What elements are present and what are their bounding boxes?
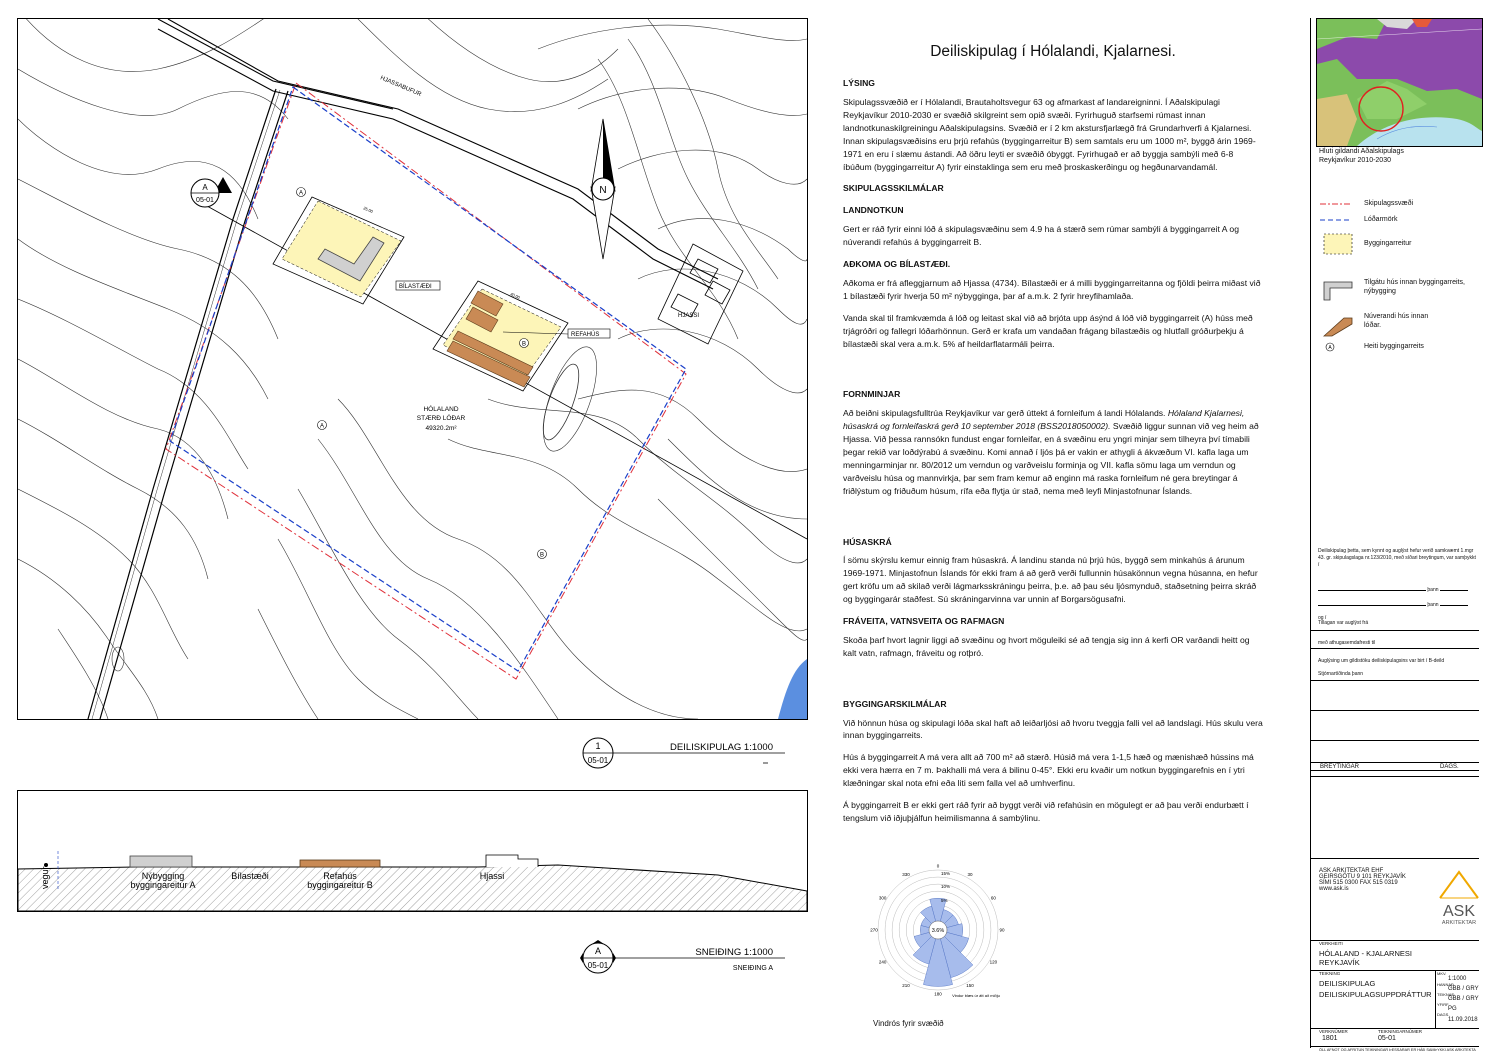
section-frame <box>17 790 808 912</box>
para-bygg-1: Við hönnun húsa og skipulagi lóða skal haft að leiðarljósi að hvoru tveggja falli vel að landslagi. Hús skulu vera innan byggingarreits. <box>843 717 1263 741</box>
access-road <box>158 19 718 289</box>
heading-adkoma: AÐKOMA OG BÍLASTÆÐI. <box>843 259 951 270</box>
heading-bygg: BYGGINGARSKILMÁLAR <box>843 698 947 709</box>
parking-label-box <box>396 281 440 290</box>
svg-text:05-01: 05-01 <box>196 197 214 204</box>
para-bygg-3: Á byggingarreit B er ekki gert ráð fyrir að byggt verði við refahúsin en mögulegt er að þau verði endurbætt í tengslum við iðjuþjálfun heimilismanna á sambýlinu. <box>843 799 1249 823</box>
approval-sign-2: þann <box>1318 587 1476 593</box>
wind-rose <box>868 860 1008 1000</box>
drawing-subtitle: DEILISKIPULAGSUPPDRÁTTUR <box>1319 990 1432 999</box>
description-text <box>843 40 1263 834</box>
para-fraveita: Skoða þarf hvort lagnir liggi að svæðinu og hvort möguleiki sé að tengja sig inn á kerfi OR varðandi heitt og kalt vatn, rafmagn, fráveitu og rotþró. <box>843 634 1250 658</box>
checked-label: YFIRF. <box>1437 1002 1450 1007</box>
marker-b-2 <box>538 550 547 559</box>
svg-text:B: B <box>521 341 527 348</box>
section-row-house-label: Refahús <box>323 871 357 881</box>
company-web: www.ask.is <box>1319 886 1349 892</box>
wind-rose-angle-label: 90 <box>999 927 1005 933</box>
neighbour-label: HJASSI <box>678 313 700 319</box>
approval-rule-3 <box>1311 680 1479 681</box>
wind-rose-angle-label: 0 <box>936 863 940 869</box>
svg-text:05-01: 05-01 <box>587 961 609 970</box>
building-area-a <box>282 201 401 297</box>
company-contact: SÍMI 515 0300 FAX 515 0319 <box>1319 880 1398 886</box>
north-arrow <box>591 119 615 259</box>
svg-text:BÍLASTÆÐI: BÍLASTÆÐI <box>399 284 432 290</box>
heading-skilmalar: SKIPULAGSSKILMÁLAR <box>843 183 944 194</box>
wind-rose-pct-5: 5% <box>941 898 948 903</box>
section-new-building <box>130 856 192 867</box>
section-building-a-label: byggingareitur A <box>130 880 196 890</box>
svg-text:1: 1 <box>595 741 601 751</box>
sheet-number: 05-01 <box>1378 1035 1396 1042</box>
titleblock-divider <box>1435 970 1436 1028</box>
para-bygg-2: Hús á byggingarreit A má vera allt að 700 m² að stærð. Húsið má vera 1-1,5 hæð og mænishæð hússins má ekki vera hærra en 7 m. Þakhalli má vera á bilinu 0-45°. Ekki eru kvaðir um notkun byggingarefnis en í ytri klæðningar skal nota efni eða liti sem falla vel að umhverfinu. <box>843 752 1254 789</box>
wind-rose-angle-label: 210 <box>902 982 910 988</box>
designed-value: GBB / GRY <box>1448 986 1479 992</box>
date-label: DAGS. <box>1437 1012 1450 1017</box>
para-husaskra: Í sömu skýrslu kemur einnig fram húsaskrá. Á landinu standa nú þrjú hús, byggð sem minkahús á árunum 1969-1971. Minjastofnun Íslands fór ekki fram á að gerð verði fullunnin húsakönnun vegna húsanna, en hefur gert kröfu um að skilað verði lágmarksskráningu þeirra, þ.e. að þau séu ljósmynduð, staðsetning þeirra skráð og byggingarár staðfest. Sú skráningarvinna var unnin af Borgarsögusafni. <box>843 555 1258 605</box>
drawing-title: DEILISKIPULAG <box>1319 979 1376 988</box>
ask-logo <box>1436 866 1482 928</box>
marker-a-1 <box>297 188 306 197</box>
svg-text:05-01: 05-01 <box>587 756 609 765</box>
road-name-label: HJASSABUFUR <box>379 75 423 99</box>
svg-text:A: A <box>319 423 325 430</box>
para-lysing: Skipulagssvæðið er í Hólalandi, Brautaholtsvegur 63 og afmarkast af landareigninni. Í Aðalskipulagi Reykjavíkur 2010-2030 er svæðið skilgreint sem opið svæði. Fyrirhuguð starfsemi rúmast innan landnotkunaskilgreiningu Aðalskipulagsins. Svæðið er í 2 km akstursfjarlægð frá Grundarhverfi á Kjalarnesi. Innan skipulagsvæðisins eru þrjú refahús (byggingarreitur B) sem samtals eru um 1000 m², byggð árin 1969-1971 en eru í slæmu ástandi. Að öðru leyti er svæðið óbyggt. Fyrirhugað er að byggja sambýli með 6-8 íbúðum (byggingarreitur A) fyrir einstaklinga sem eru með þroskaskerðingu og hegðunarvandamál. <box>843 97 1256 172</box>
svg-text:ASK: ASK <box>1442 903 1476 920</box>
drawing-label: TEIKNING <box>1319 971 1341 976</box>
drawn-value: GBB / GRY <box>1448 996 1479 1002</box>
svg-text:DEILISKIPULAG 1:1000: DEILISKIPULAG 1:1000 <box>670 742 773 753</box>
zoning-map-caption-1: Hluti gildandi Aðalskipulags <box>1319 148 1404 155</box>
site-plan-frame <box>17 18 808 720</box>
copyright-footer: ÖLL AFNOT OG AFRITUN TEIKNINGAR ÞESSARAR ER HÁÐ SAMÞYKKI ASK ARKITEKTA <box>1319 1048 1476 1052</box>
project-label: VERKHEITI <box>1319 941 1343 946</box>
checked-value: PG <box>1448 1006 1457 1012</box>
approval-proposal-label: Tillagan var auglýst frá <box>1318 620 1369 626</box>
legend-label-lot: Lóðarmörk <box>1364 216 1398 223</box>
heading-fornminjar: FORNMINJAR <box>843 389 901 400</box>
para-fornminjar: Að beiðni skipulagsfulltrúa Reykjavíkur var gerð úttekt á fornleifum á landi Hólalands. Hólaland Kjalarnesi, húsaskrá og fornleifaskrá gerð 10 september 2018 (BSS2018050002). Svæðið liggur sunnan við veg heim að Hjassa. Við þessa rannsókn fundust engar fornleifar, en á svæðinu eru yngri minjar sem tilheyra því tímabili þegar rekið var loðdýrabú á svæðinu. Komi annað í ljós þá er vakin er athygli á ákvæðum VI. kafla laga um menningarminjar nr. 80/2012 um verndun og varðveislu forminja og VII. kafla sömu laga um verndun og varðveislu húsa og mannvirkja, þar sem fram kemur að enginn má raska fornleifum né gera breytingar á friðlýstum og friðuðum húsum, rífa eða flytja úr stað, nema með leyfi Minjastofnunar Íslands. <box>843 408 1259 496</box>
section-drawing <box>18 791 807 911</box>
project-city: REYKJAVÍK <box>1319 958 1360 967</box>
wind-rose-caption: Vindrós fyrir svæðið <box>873 1019 944 1028</box>
wind-rose-angle-label: 180 <box>934 991 942 997</box>
wind-rose-angle-label: 30 <box>967 872 973 878</box>
para-adkoma-2: Vanda skal til framkvæmda á lóð og leitast skal við að brjóta upp ásýnd á lóð við byggingarreit (A) húss með trjágróðri og fallegri lóðarhönnun. Gerð er krafa um vandaðan frágang bílastæðis og hlutfall gróðurþekju á bílastæði skal vera a.m.k. 5% af heildarflatarmáli þeirra. <box>843 312 1253 349</box>
scale-label: MKV. <box>1437 971 1447 976</box>
wind-rose-note: Vindur blæs úr átt að miðju <box>952 993 1000 998</box>
section-parking-label: Bílastæði <box>231 871 269 881</box>
svg-text:A: A <box>594 946 602 956</box>
svg-text:A: A <box>202 183 208 192</box>
changes-rule-2 <box>1311 770 1479 771</box>
svg-text:REFAHÚS: REFAHÚS <box>571 332 600 338</box>
approval-comments-label: með athugasemdafresti til <box>1318 640 1376 646</box>
wind-rose-angle-label: 300 <box>878 895 887 901</box>
wind-rose-angle-label: 60 <box>990 895 996 901</box>
sea-area <box>778 659 807 719</box>
svg-text:N: N <box>599 185 607 196</box>
section-neighbour <box>486 855 538 867</box>
row-house-label-box <box>568 329 610 338</box>
footer-rule <box>1311 1046 1479 1047</box>
wind-rose-pct-15: 15% <box>941 871 951 876</box>
section-building-b-label: byggingareitur B <box>307 880 373 890</box>
legend-label-site: Skipulagssvæði <box>1364 200 1414 207</box>
wind-rose-angle-label: 240 <box>878 959 887 965</box>
contour-lines <box>18 19 807 719</box>
approval-og: og í <box>1318 615 1327 621</box>
zoning-map-caption-2: Reykjavíkur 2010-2030 <box>1319 157 1391 164</box>
company-rule <box>1311 858 1479 859</box>
main-road <box>88 89 288 719</box>
project-number-label: VERKNÚMER <box>1319 1029 1348 1034</box>
project-name: HÓLALAND - KJALARNESI <box>1319 949 1412 958</box>
approval-published-label: Auglýsing um gildistöku deiliskipulagsins var birt í B-deild <box>1318 658 1445 664</box>
legend-label-marker: Heiti byggingarreits <box>1364 343 1424 350</box>
designed-label: HANNAÐ <box>1437 982 1454 987</box>
wind-rose-angle-label: 120 <box>989 959 998 965</box>
changes-label: BREYTINGAR <box>1320 764 1360 770</box>
approval-rule-1 <box>1311 630 1479 631</box>
wind-rose-pct-10: 10% <box>941 884 951 889</box>
heading-husaskra: HÚSASKRÁ <box>843 536 892 547</box>
plot-size-value: 49320.2m² <box>425 425 457 432</box>
changes-date-label: DAGS. <box>1440 764 1459 770</box>
document-title: Deiliskipulag í Hólalandi, Kjalarnesi. <box>930 43 1176 60</box>
legend-label-existing: Núverandi hús innan lóðar. <box>1364 313 1429 330</box>
section-neighbour-label: Hjassi <box>479 871 505 881</box>
approval-rule-4 <box>1311 710 1479 711</box>
company-address: GEIRSGÖTU 9 101 REYKJAVÍK <box>1319 874 1406 880</box>
plot-size-label: STÆRÐ LÓÐAR <box>416 415 466 422</box>
changes-rule-3 <box>1311 776 1479 777</box>
svg-text:ARKITEKTAR: ARKITEKTAR <box>1441 920 1477 926</box>
heading-fraveita: FRÁVEITA, VATNSVEITA OG RAFMAGN <box>843 615 1005 626</box>
svg-text:SNEIÐING 1:1000: SNEIÐING 1:1000 <box>695 947 773 958</box>
drawn-label: TEIKNAÐ <box>1437 992 1455 997</box>
marker-b-1 <box>520 339 529 348</box>
approval-sign-1: þann <box>1318 602 1476 608</box>
wind-rose-angle-label: 330 <box>902 872 910 878</box>
para-landnotkun: Gert er ráð fyrir einni lóð á skipulagsvæðinu sem 4.9 ha á stærð sem rúmar sambýli á byggingarreit A og núverandi refahús á byggingarreit B. <box>843 224 1239 248</box>
dimension-b: 40.00 <box>509 291 521 300</box>
site-plan-drawing <box>18 19 807 719</box>
svg-text:SNEIÐING A: SNEIÐING A <box>732 965 773 972</box>
changes-rule-1 <box>1311 762 1479 763</box>
project-number: 1801 <box>1322 1035 1338 1042</box>
wind-rose-center-label: 3.6% <box>931 928 945 934</box>
approval-intro: Deiliskipulag þetta, sem kynnt og auglýst hefur verið samkvæmt 1.mgr 43. gr. skipulagslaga nr.123/2010, með síðari breytingum, var samþykkt í <box>1318 548 1476 568</box>
svg-text:A: A <box>298 190 304 197</box>
wind-rose-angle-label: 150 <box>966 982 974 988</box>
svg-text:B: B <box>539 552 545 559</box>
dimension-a: 25.00 <box>362 205 374 214</box>
section-road-point <box>44 863 48 867</box>
section-title-marker <box>575 940 785 980</box>
approval-rule-2 <box>1311 648 1479 649</box>
legend-label-proposed: Tilgátu hús innan byggingarreits, nýbygging <box>1364 279 1465 296</box>
approval-gazette-label: Stjórnartíðinda þann <box>1318 671 1364 677</box>
para-adkoma-1: Aðkoma er frá afleggjarnum að Hjassa (4734). Bílastæði er á milli byggingarreitanna og fjöldi þeirra miðast við 1 bílastæði fyrir hverja 50 m² nýbygginga, þar af a.m.k. 2 fyrir hreyfihamlaða. <box>843 277 1261 301</box>
company-name: ASK ARKITEKTAR EHF <box>1319 868 1384 874</box>
mound-contour-2 <box>532 340 607 457</box>
scale-value: 1:1000 <box>1448 976 1467 982</box>
heading-landnotkun: LANDNOTKUN <box>843 205 904 216</box>
section-road-label: vegur <box>40 866 50 889</box>
section-marker <box>191 177 232 207</box>
section-new-building-label: Nýbygging <box>141 871 185 881</box>
date-value: 11.09.2018 <box>1448 1017 1478 1023</box>
plot-name-label: HÓLALAND <box>423 406 459 413</box>
heading-lysing: LÝSING <box>843 78 875 89</box>
svg-text:A: A <box>1328 345 1332 351</box>
approval-rule-5 <box>1311 740 1479 741</box>
legend-label-building-area: Byggingarreitur <box>1364 240 1412 247</box>
section-row-house <box>300 860 380 867</box>
marker-a-2 <box>318 421 327 430</box>
sheet-number-label: TEIKNINGARNÚMER <box>1378 1029 1423 1034</box>
plan-title-marker <box>575 735 785 775</box>
wind-rose-angle-label: 270 <box>870 927 878 933</box>
